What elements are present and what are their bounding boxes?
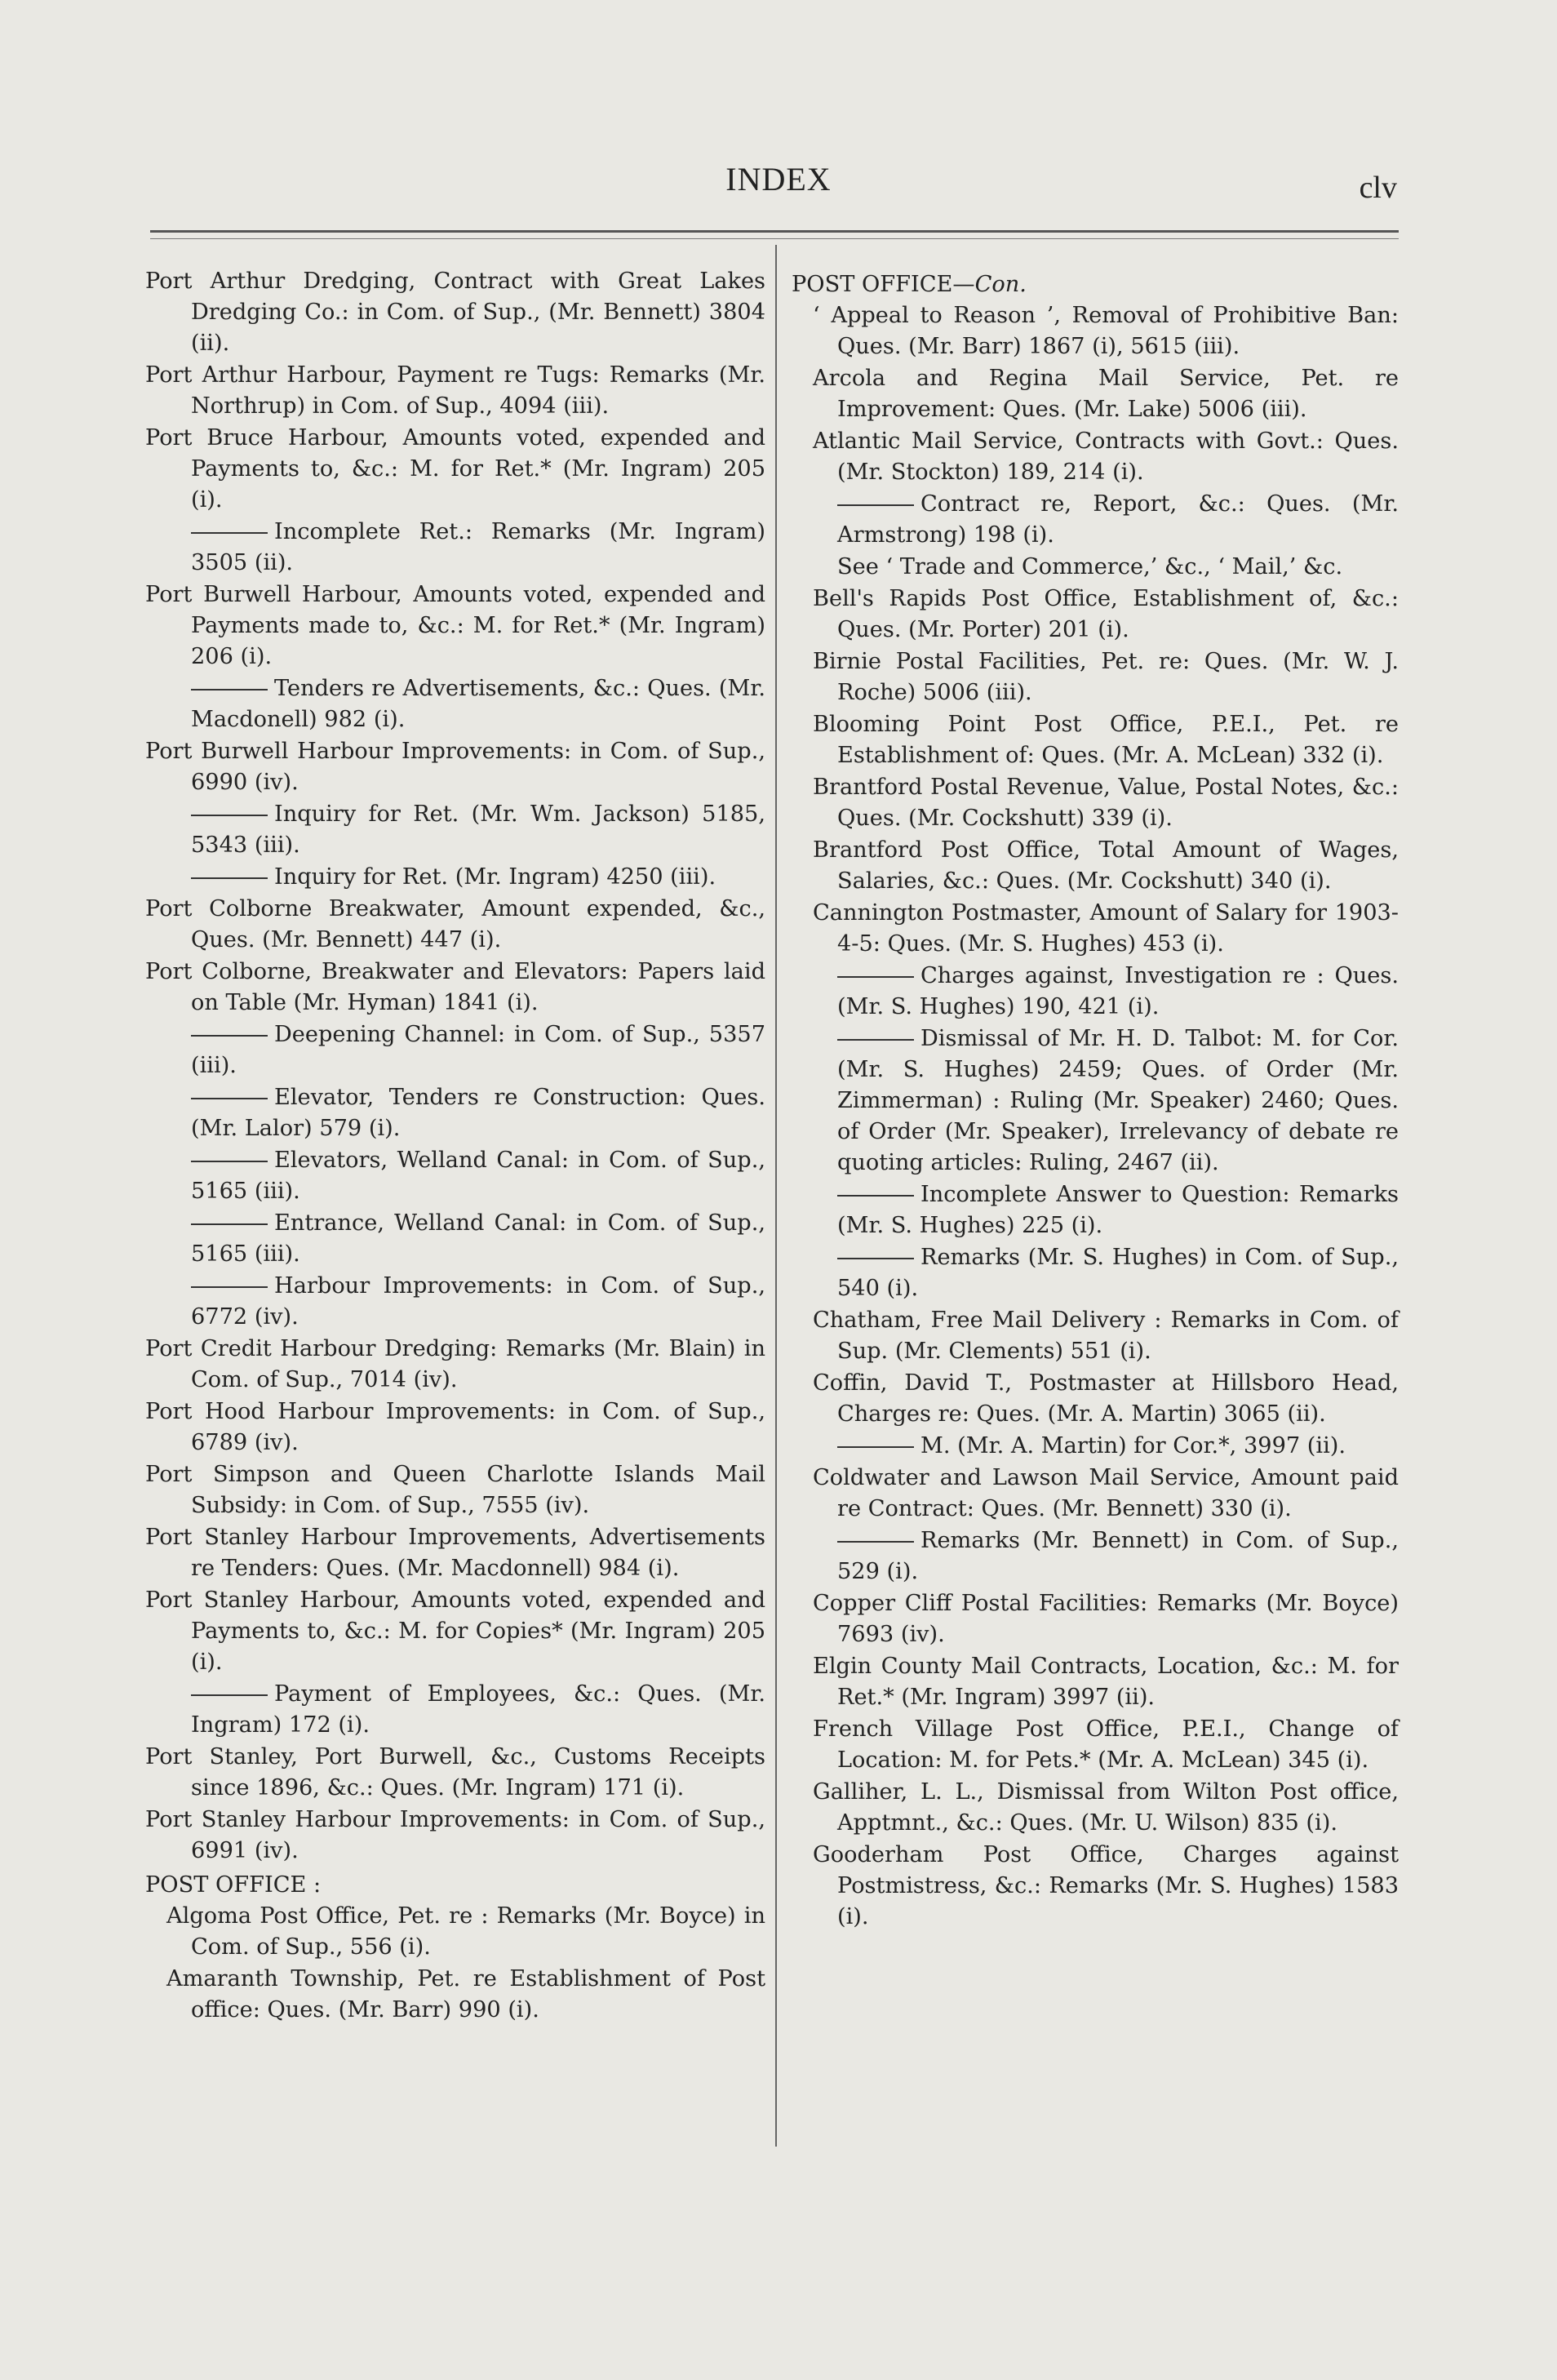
index-entry: Port Credit Harbour Dredging: Remarks (Mr. Blain) in Com. of Sup., 7014 (iv). bbox=[145, 1336, 765, 1392]
index-item: Galliher, L. L., Dismissal from Wilton Post office, Apptmnt., &c.: Ques. (Mr. U. Wilson) 835 (i). bbox=[813, 1779, 1399, 1836]
index-subentry bbox=[792, 489, 1399, 551]
ditto-dash bbox=[837, 976, 914, 978]
index-entry: Port Stanley Harbour Improvements: in Com. of Sup., 6991 (iv). bbox=[145, 1807, 765, 1863]
ditto-dash bbox=[191, 1161, 268, 1162]
continued-label: Con. bbox=[974, 272, 1027, 297]
index-item: Copper Cliff Postal Facilities: Remarks (Mr. Boyce) 7693 (iv). bbox=[813, 1591, 1399, 1647]
index-subentry bbox=[145, 673, 765, 735]
index-item: Brantford Post Office, Total Amount of Wages, Salaries, &c.: Ques. (Mr. Cockshutt) 340 (i). bbox=[813, 837, 1399, 894]
index-subentry bbox=[145, 1145, 765, 1207]
index-item: Coldwater and Lawson Mail Service, Amount paid re Contract: Ques. (Mr. Bennett) 330 (i). bbox=[813, 1465, 1399, 1521]
ditto-dash bbox=[191, 532, 268, 534]
index-item: Atlantic Mail Service, Contracts with Govt.: Ques. (Mr. Stockton) 189, 214 (i). bbox=[813, 428, 1399, 485]
index-subentry bbox=[792, 1525, 1399, 1587]
subentry-text: Incomplete Ret.: Remarks (Mr. Ingram) 3505 (ii). bbox=[191, 519, 765, 575]
index-item: Amaranth Township, Pet. re Establishment of Post office: Ques. (Mr. Barr) 990 (i). bbox=[166, 1966, 765, 2023]
index-item: Arcola and Regina Mail Service, Pet. re Improvement: Ques. (Mr. Lake) 5006 (iii). bbox=[813, 366, 1399, 422]
subentry-text: Tenders re Advertisements, &c.: Ques. (Mr. Macdonell) 982 (i). bbox=[191, 676, 765, 732]
left-column bbox=[145, 266, 765, 2027]
index-item: Coffin, David T., Postmaster at Hillsboro Head, Charges re: Ques. (Mr. A. Martin) 3065 (ii). bbox=[813, 1370, 1399, 1427]
index-item: Birnie Postal Facilities, Pet. re: Ques. (Mr. W. J. Roche) 5006 (iii). bbox=[813, 649, 1399, 705]
page-title: INDEX bbox=[725, 161, 832, 198]
ditto-dash bbox=[837, 1195, 914, 1197]
index-subentry bbox=[145, 1271, 765, 1333]
index-subentry bbox=[145, 1679, 765, 1741]
ditto-dash bbox=[837, 1446, 914, 1448]
subentry-text: Charges against, Investigation re : Ques. (Mr. S. Hughes) 190, 421 (i). bbox=[837, 963, 1399, 1019]
index-subentry bbox=[792, 1023, 1399, 1179]
page-number: clv bbox=[1359, 171, 1397, 205]
header-rule bbox=[150, 230, 1399, 233]
subentry-text: Entrance, Welland Canal: in Com. of Sup., 5165 (iii). bbox=[191, 1210, 765, 1267]
index-entry: Port Stanley Harbour Improvements, Advertisements re Tenders: Ques. (Mr. Macdonnell) 984 (i). bbox=[145, 1525, 765, 1581]
index-entry: Port Burwell Harbour Improvements: in Com. of Sup., 6990 (iv). bbox=[145, 739, 765, 795]
subentry-text: Elevator, Tenders re Construction: Ques. (Mr. Lalor) 579 (i). bbox=[191, 1085, 765, 1141]
index-subentry bbox=[145, 1082, 765, 1144]
ditto-dash bbox=[191, 689, 268, 690]
index-subentry bbox=[145, 517, 765, 579]
subentry-text: Inquiry for Ret. (Mr. Ingram) 4250 (iii). bbox=[274, 864, 716, 890]
subentry-text: Dismissal of Mr. H. D. Talbot: M. for Cor. (Mr. S. Hughes) 2459; Ques. of Order (Mr. Zimmerman) : Ruling (Mr. Speaker) 2460; Ques. of Order (Mr. Speaker), Irrelevancy of debate re quoting articles: Ruling, 2467 (ii). bbox=[837, 1026, 1399, 1175]
index-subentry bbox=[792, 1242, 1399, 1304]
subentry-text: Payment of Employees, &c.: Ques. (Mr. Ingram) 172 (i). bbox=[191, 1681, 765, 1738]
subentry-text: Contract re, Report, &c.: Ques. (Mr. Armstrong) 198 (i). bbox=[837, 491, 1399, 548]
subentry-text: Inquiry for Ret. (Mr. Wm. Jackson) 5185, 5343 (iii). bbox=[191, 801, 765, 858]
ditto-dash bbox=[191, 1098, 268, 1099]
section-heading-continued bbox=[792, 269, 1399, 300]
ditto-dash bbox=[191, 1286, 268, 1288]
index-item: French Village Post Office, P.E.I., Change of Location: M. for Pets.* (Mr. A. McLean) 345 (i). bbox=[813, 1716, 1399, 1773]
index-subentry bbox=[145, 862, 765, 893]
header-rule-thin bbox=[150, 238, 1399, 239]
index-subentry bbox=[145, 799, 765, 861]
index-subentry bbox=[145, 1019, 765, 1081]
section-heading: POST OFFICE : bbox=[145, 1872, 322, 1898]
index-item: Chatham, Free Mail Delivery : Remarks in Com. of Sup. (Mr. Clements) 551 (i). bbox=[813, 1308, 1399, 1364]
subentry-text: Remarks (Mr. Bennett) in Com. of Sup., 529 (i). bbox=[837, 1528, 1399, 1584]
index-entry: Port Colborne Breakwater, Amount expended, &c., Ques. (Mr. Bennett) 447 (i). bbox=[145, 896, 765, 952]
index-entry: Port Arthur Dredging, Contract with Great Lakes Dredging Co.: in Com. of Sup., (Mr. Bennett) 3804 (ii). bbox=[145, 269, 765, 356]
index-entry: Port Arthur Harbour, Payment re Tugs: Remarks (Mr. Northrup) in Com. of Sup., 4094 (iii). bbox=[145, 362, 765, 419]
ditto-dash bbox=[191, 877, 268, 879]
ditto-dash bbox=[837, 1258, 914, 1259]
index-entry: Port Stanley Harbour, Amounts voted, expended and Payments to, &c.: M. for Copies* (Mr. Ingram) 205 (i). bbox=[145, 1587, 765, 1675]
ditto-dash bbox=[191, 1223, 268, 1225]
index-item: Bell's Rapids Post Office, Establishment of, &c.: Ques. (Mr. Porter) 201 (i). bbox=[813, 586, 1399, 642]
subentry-text: Remarks (Mr. S. Hughes) in Com. of Sup., 540 (i). bbox=[837, 1245, 1399, 1301]
index-subentry bbox=[792, 961, 1399, 1023]
index-item: ‘ Appeal to Reason ’, Removal of Prohibitive Ban: Ques. (Mr. Barr) 1867 (i), 5615 (iii). bbox=[813, 303, 1399, 359]
index-entry: Port Burwell Harbour, Amounts voted, expended and Payments made to, &c.: M. for Ret.* (Mr. Ingram) 206 (i). bbox=[145, 582, 765, 669]
index-item: Elgin County Mail Contracts, Location, &c.: M. for Ret.* (Mr. Ingram) 3997 (ii). bbox=[813, 1654, 1399, 1710]
ditto-dash bbox=[191, 815, 268, 816]
index-entry: Port Hood Harbour Improvements: in Com. of Sup., 6789 (iv). bbox=[145, 1399, 765, 1455]
index-entry: Port Colborne, Breakwater and Elevators: Papers laid on Table (Mr. Hyman) 1841 (i). bbox=[145, 959, 765, 1015]
subentry-text: Deepening Channel: in Com. of Sup., 5357 (iii). bbox=[191, 1022, 765, 1078]
ditto-dash bbox=[837, 504, 914, 506]
index-entry: Port Simpson and Queen Charlotte Islands Mail Subsidy: in Com. of Sup., 7555 (iv). bbox=[145, 1462, 765, 1518]
index-entry: Port Stanley, Port Burwell, &c., Customs Receipts since 1896, &c.: Ques. (Mr. Ingram) 171 (i). bbox=[145, 1744, 765, 1801]
index-item: Cannington Postmaster, Amount of Salary for 1903-4-5: Ques. (Mr. S. Hughes) 453 (i). bbox=[813, 900, 1399, 957]
see-reference: See ‘ Trade and Commerce,’ &c., ‘ Mail,’ &c. bbox=[837, 554, 1343, 579]
index-item: Algoma Post Office, Pet. re : Remarks (Mr. Boyce) in Com. of Sup., 556 (i). bbox=[166, 1903, 765, 1960]
section-heading: POST OFFICE— bbox=[792, 272, 975, 297]
ditto-dash bbox=[191, 1035, 268, 1037]
subentry-text: M. (Mr. A. Martin) for Cor.*, 3997 (ii). bbox=[920, 1433, 1346, 1459]
subentry-text: Elevators, Welland Canal: in Com. of Sup., 5165 (iii). bbox=[191, 1148, 765, 1204]
index-subentry bbox=[792, 1179, 1399, 1241]
index-entry: Port Bruce Harbour, Amounts voted, expended and Payments to, &c.: M. for Ret.* (Mr. Ingram) 205 (i). bbox=[145, 425, 765, 513]
index-item: Gooderham Post Office, Charges against Postmistress, &c.: Remarks (Mr. S. Hughes) 1583 (i). bbox=[813, 1842, 1399, 1929]
subentry-text: Harbour Improvements: in Com. of Sup., 6772 (iv). bbox=[191, 1273, 765, 1330]
ditto-dash bbox=[837, 1541, 914, 1543]
index-subentry bbox=[792, 1431, 1399, 1462]
index-item: Blooming Point Post Office, P.E.I., Pet. re Establishment of: Ques. (Mr. A. McLean) 332 (i). bbox=[813, 712, 1399, 768]
ditto-dash bbox=[837, 1039, 914, 1041]
right-column bbox=[792, 266, 1399, 1934]
ditto-dash bbox=[191, 1694, 268, 1696]
subentry-text: Incomplete Answer to Question: Remarks (Mr. S. Hughes) 225 (i). bbox=[837, 1182, 1399, 1238]
index-item: Brantford Postal Revenue, Value, Postal Notes, &c.: Ques. (Mr. Cockshutt) 339 (i). bbox=[813, 775, 1399, 831]
column-divider bbox=[775, 245, 777, 2147]
index-subentry bbox=[145, 1208, 765, 1270]
